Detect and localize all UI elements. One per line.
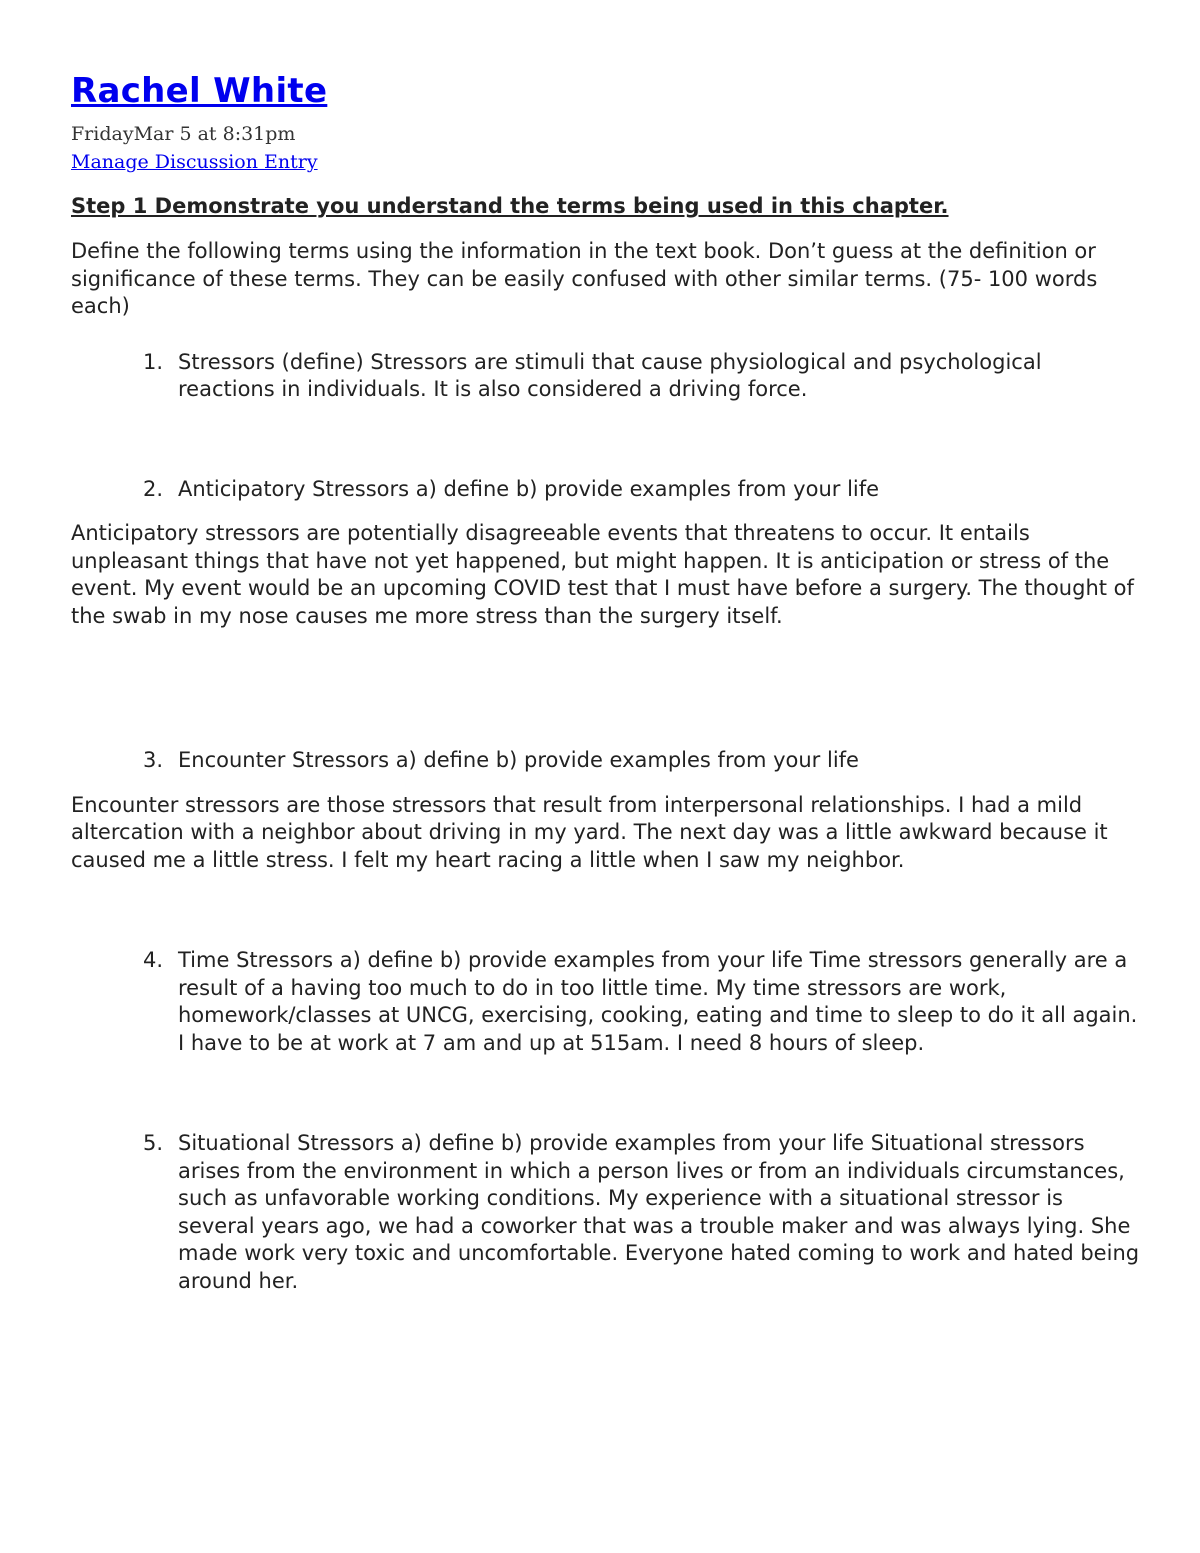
list-item-1: [71, 349, 1141, 404]
list-item-number: 1.: [143, 349, 164, 374]
list-item-3: [71, 747, 1141, 775]
list-item-text: Anticipatory Stressors a) define b) provide examples from your life: [178, 476, 880, 501]
list-item-number: 3.: [143, 748, 164, 772]
list-item-5: [71, 1130, 1141, 1295]
list-item-text: Encounter Stressors a) define b) provide examples from your life: [178, 748, 859, 772]
author-name-link[interactable]: Rachel White: [71, 71, 328, 111]
manage-link-row: [71, 148, 1141, 176]
list-item-text: Time Stressors a) define b) provide examples from your life Time stressors generally are a result of a having too much to do in too little time. My time stressors are work, homework/classes at UNCG, exercising, cooking, eating and time to sleep to do it all again. I have to be at work at 7 am and up at 515am. I need 8 hours of sleep.: [178, 948, 1138, 1055]
post-date: FridayMar 5 at 8:31pm: [71, 123, 296, 145]
list-item-4: [71, 947, 1141, 1057]
list-item-text: Situational Stressors a) define b) provide examples from your life Situational stressors arises from the environment in which a person lives or from an individuals circumstances, such as unfavorable working conditions. My experience with a situational stressor is several years ago, we had a coworker that was a trouble maker and was always lying. She made work very toxic and uncomfortable. Everyone hated coming to work and hated being around her.: [178, 1131, 1140, 1293]
discussion-entry: [71, 66, 1141, 1295]
list-item-number: 2.: [143, 476, 164, 501]
list-item-number: 4.: [143, 948, 164, 972]
manage-discussion-entry-link[interactable]: Manage Discussion Entry: [71, 151, 318, 173]
answer-paragraph-2: Anticipatory stressors are potentially disagreeable events that threatens to occur. It entails unpleasant things that have not yet happened, but might happen. It is anticipation or stress of the event. My event would be an upcoming COVID test that I must have before a surgery. The thought of the swab in my nose causes me more stress than the surgery itself.: [71, 521, 1134, 628]
answer-paragraph-3: Encounter stressors are those stressors that result from interpersonal relationships. I had a mild altercation with a neighbor about driving in my yard. The next day was a little awkward because it caused me a little stress. I felt my heart racing a little when I saw my neighbor.: [71, 792, 1108, 872]
list-item-text: Stressors (define) Stressors are stimuli that cause physiological and psychological reactions in individuals. It is also considered a driving force.: [178, 349, 1042, 401]
step-heading: Step 1 Demonstrate you understand the terms being used in this chapter.: [71, 194, 949, 218]
intro-paragraph: Define the following terms using the information in the text book. Don’t guess at the definition or significance of these terms. They can be easily confused with other similar terms. (75- 100 words each): [71, 239, 1098, 318]
list-item-2: [71, 476, 1141, 504]
list-item-number: 5.: [143, 1131, 164, 1155]
